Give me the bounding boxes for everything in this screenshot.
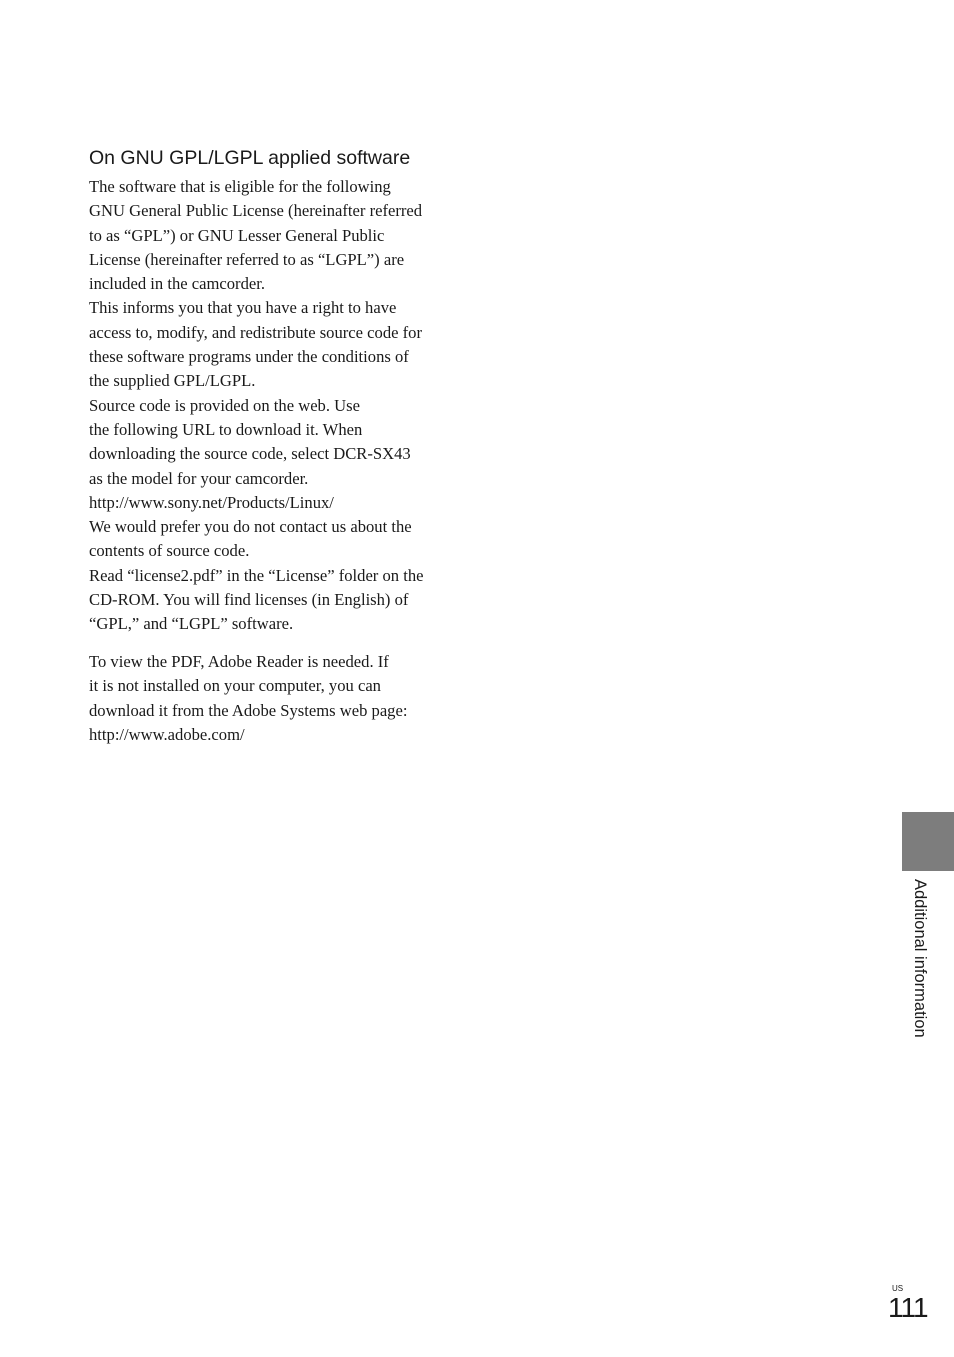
paragraph-line: access to, modify, and redistribute source code for <box>89 322 422 342</box>
paragraph-line: GNU General Public License (hereinafter referred <box>89 201 423 221</box>
page-number: 111 <box>888 1292 928 1323</box>
paragraph-line: it is not installed on your computer, you can <box>89 676 381 696</box>
paragraph-line: “GPL,” and “LGPL” software. <box>89 614 294 634</box>
paragraph-line: contents of source code. <box>89 541 250 561</box>
paragraph-line: included in the camcorder. <box>89 274 266 294</box>
paragraph-line: the following URL to download it. When <box>89 419 363 439</box>
paragraph-line: This informs you that you have a right to have <box>89 298 397 318</box>
paragraph-line: We would prefer you do not contact us about the <box>89 517 412 537</box>
sony-source-url: http://www.sony.net/Products/Linux/ <box>89 492 334 512</box>
region-code: US <box>892 1284 904 1293</box>
paragraph-line: download it from the Adobe Systems web page: <box>89 700 408 720</box>
paragraph-line: to as “GPL”) or GNU Lesser General Public <box>89 225 385 245</box>
paragraph-line: downloading the source code, select DCR-SX43 <box>89 444 411 464</box>
paragraph-line: To view the PDF, Adobe Reader is needed. If <box>89 652 389 671</box>
gpl-paragraph <box>89 175 424 637</box>
section-tab-label: Additional information <box>911 879 929 1038</box>
adobe-url: http://www.adobe.com/ <box>89 724 245 744</box>
paragraph-line: CD-ROM. You will find licenses (in English) of <box>89 590 409 610</box>
paragraph-line: Source code is provided on the web. Use <box>89 395 360 415</box>
section-title: On GNU GPL/LGPL applied software <box>89 147 411 169</box>
paragraph-line: The software that is eligible for the following <box>89 177 391 196</box>
paragraph-line: these software programs under the conditions of <box>89 347 409 367</box>
adobe-paragraph <box>89 650 407 747</box>
paragraph-line: as the model for your camcorder. <box>89 468 309 488</box>
section-tab-marker <box>902 812 954 871</box>
paragraph-line: Read “license2.pdf” in the “License” folder on the <box>89 565 424 585</box>
paragraph-line: the supplied GPL/LGPL. <box>89 371 256 391</box>
paragraph-line: License (hereinafter referred to as “LGPL”) are <box>89 249 405 269</box>
